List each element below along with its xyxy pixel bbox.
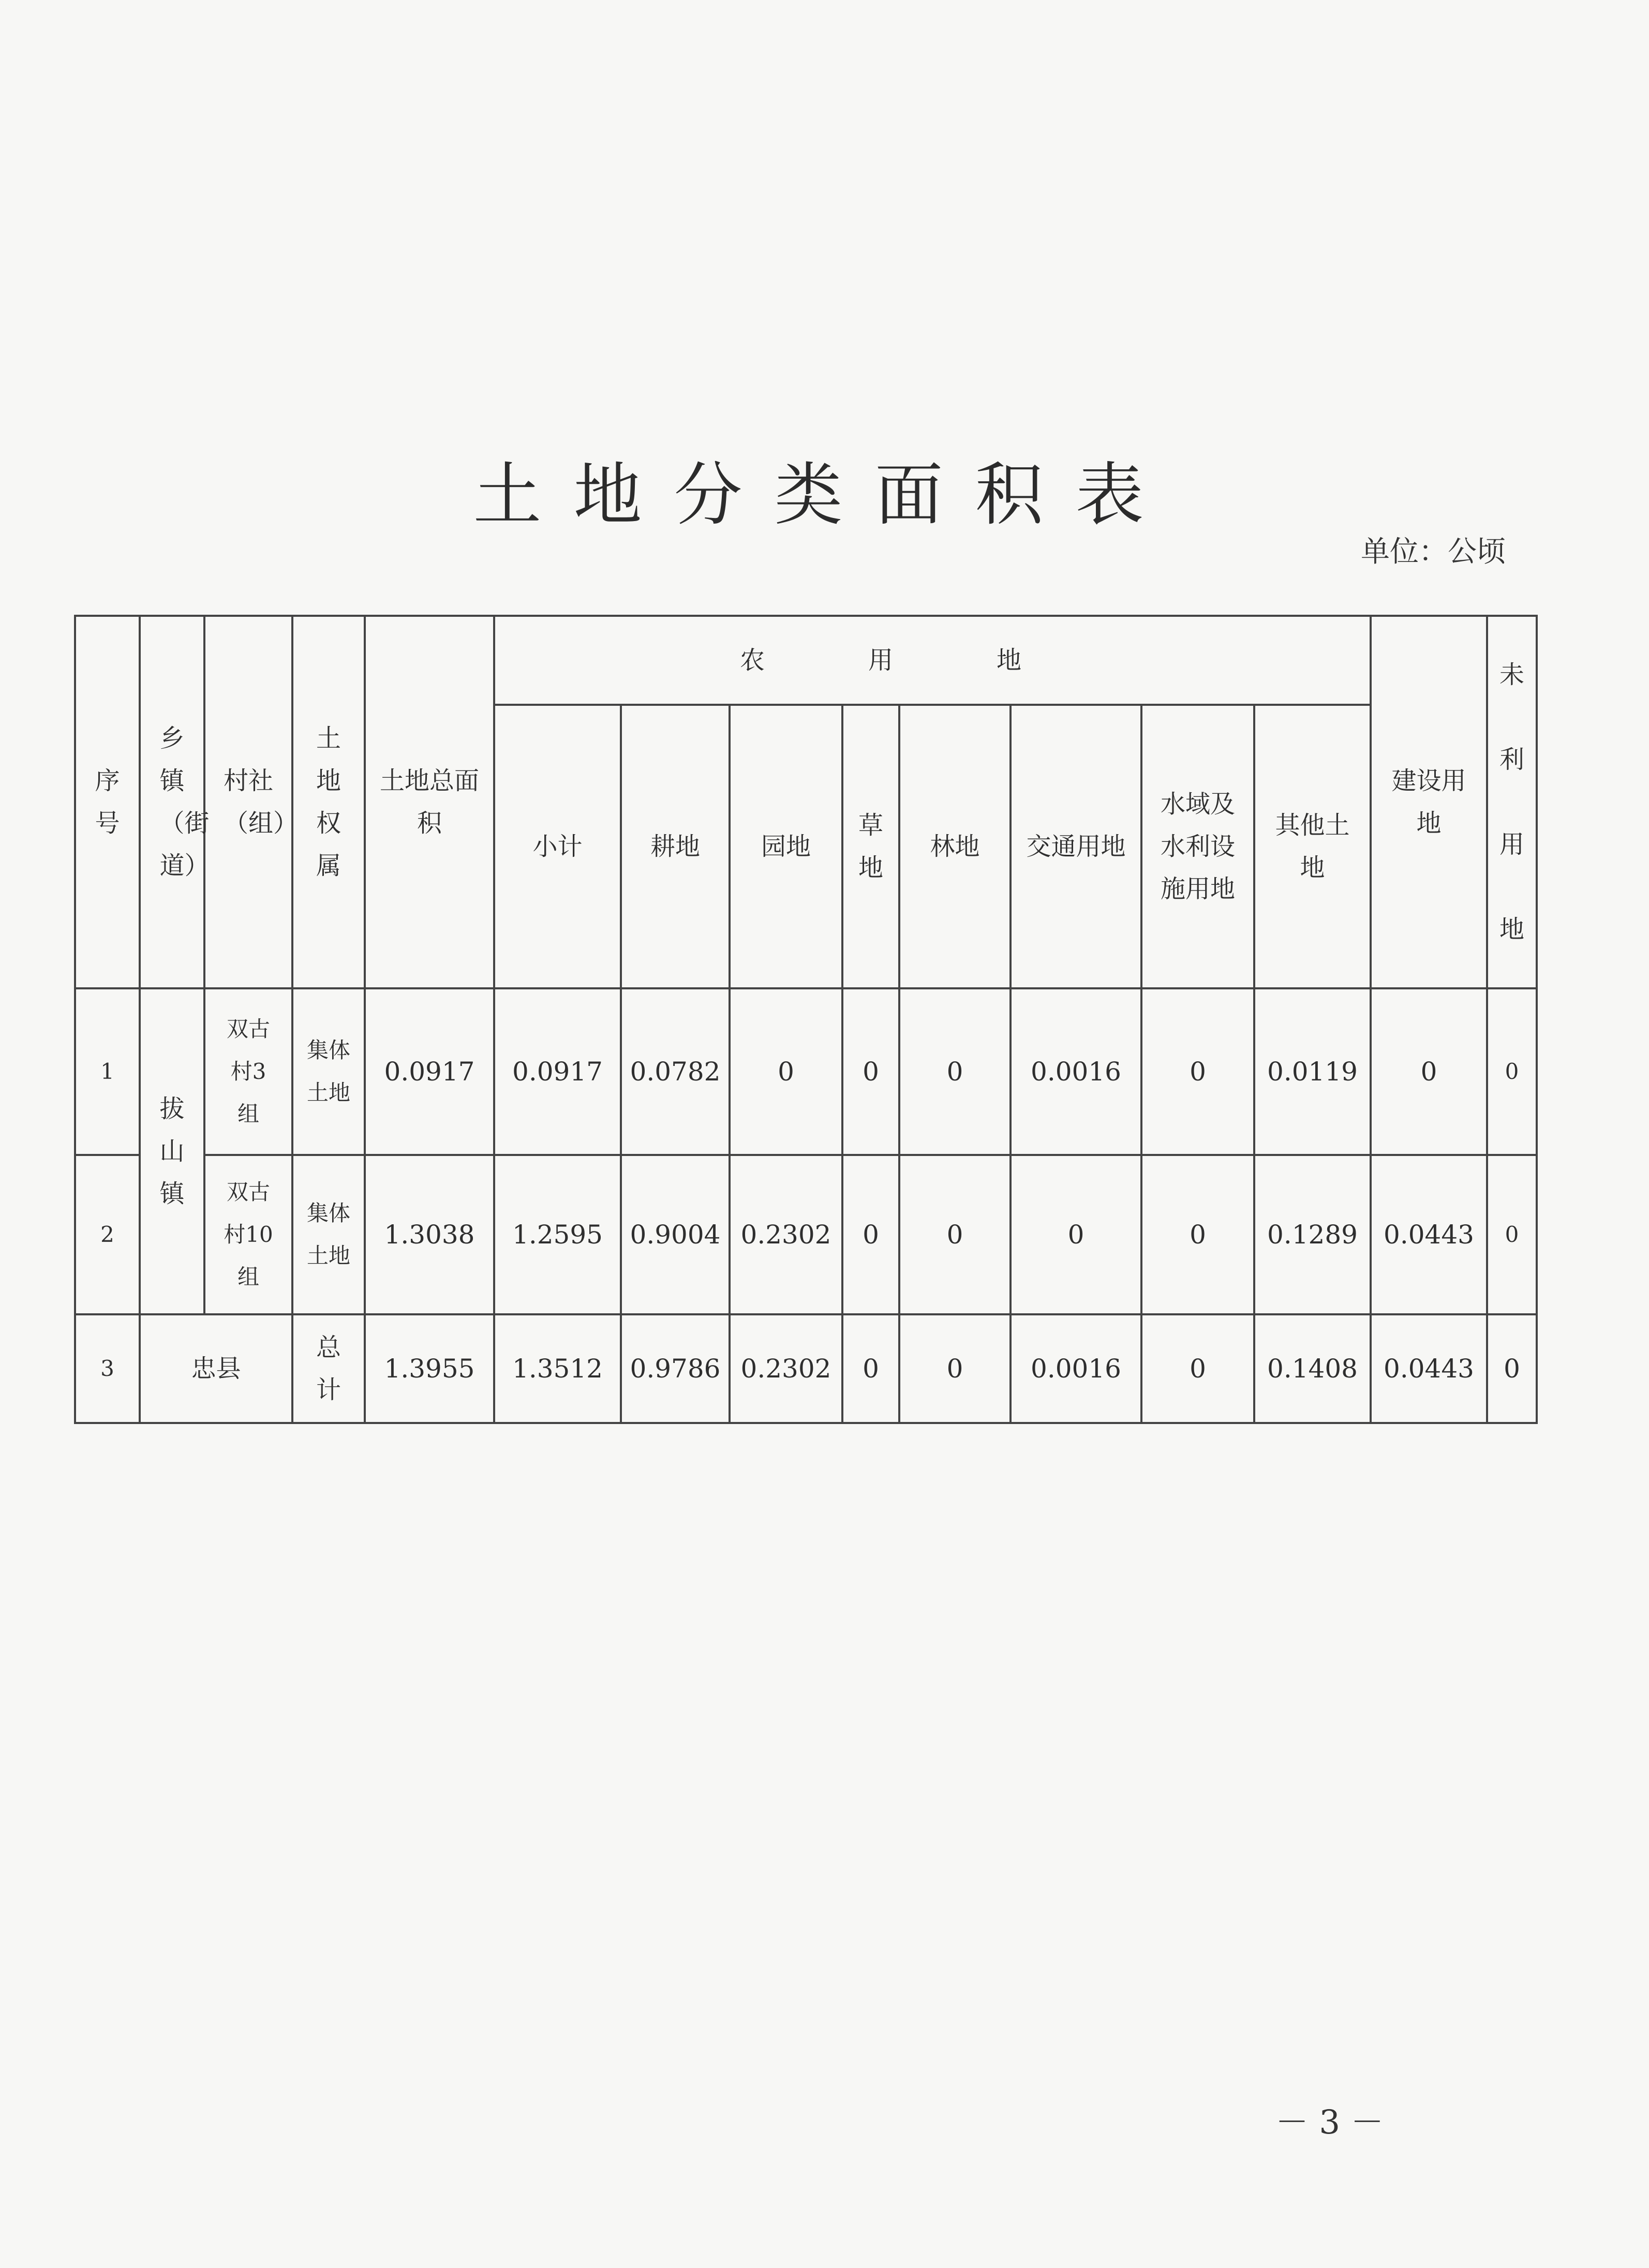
total-grass: 0	[842, 1314, 899, 1423]
total-arable: 0.9786	[621, 1314, 730, 1423]
total-construction: 0.0443	[1371, 1314, 1487, 1423]
header-farm-group: 农用地	[494, 616, 1371, 705]
row-garden: 0	[730, 988, 842, 1155]
unit-label: 单位：公顷	[1361, 535, 1506, 569]
total-transport: 0.0016	[1011, 1314, 1141, 1423]
row-total-area: 0.0917	[365, 988, 494, 1155]
total-subtotal: 1.3512	[494, 1314, 621, 1423]
table-row	[75, 1155, 1537, 1314]
row-transport: 0.0016	[1011, 988, 1141, 1155]
total-garden: 0.2302	[730, 1314, 842, 1423]
total-total-area: 1.3955	[365, 1314, 494, 1423]
total-county: 忠县	[140, 1314, 292, 1423]
row-transport: 0	[1011, 1155, 1141, 1314]
row-garden: 0.2302	[730, 1155, 842, 1314]
total-label: 总计	[292, 1314, 365, 1423]
row-ownership: 集体土地	[292, 1155, 365, 1314]
header-transport: 交通用地	[1011, 705, 1141, 988]
row-village: 双古村3组	[204, 988, 292, 1155]
row-village: 双古村10组	[204, 1155, 292, 1314]
total-water: 0	[1141, 1314, 1254, 1423]
row-ownership: 集体土地	[292, 988, 365, 1155]
land-classification-table	[74, 615, 1538, 1424]
row-water: 0	[1141, 988, 1254, 1155]
header-forest: 林地	[899, 705, 1011, 988]
row-seq: 1	[75, 988, 140, 1155]
total-seq: 3	[75, 1314, 140, 1423]
total-row	[75, 1314, 1537, 1423]
header-construction: 建设用地	[1371, 616, 1487, 988]
row-grass: 0	[842, 988, 899, 1155]
row-construction: 0.0443	[1371, 1155, 1487, 1314]
row-water: 0	[1141, 1155, 1254, 1314]
row-seq: 2	[75, 1155, 140, 1314]
row-total-area: 1.3038	[365, 1155, 494, 1314]
header-other-land: 其他土地	[1254, 705, 1371, 988]
row-unused: 0	[1487, 1155, 1537, 1314]
header-seq: 序号	[75, 616, 140, 988]
header-arable: 耕地	[621, 705, 730, 988]
row-grass: 0	[842, 1155, 899, 1314]
header-water: 水域及水利设施用地	[1141, 705, 1254, 988]
total-forest: 0	[899, 1314, 1011, 1423]
row-unused: 0	[1487, 988, 1537, 1155]
page-title: 土地分类面积表	[473, 455, 1176, 535]
row-arable: 0.0782	[621, 988, 730, 1155]
row-forest: 0	[899, 988, 1011, 1155]
total-unused: 0	[1487, 1314, 1537, 1423]
total-other-land: 0.1408	[1254, 1314, 1371, 1423]
row-forest: 0	[899, 1155, 1011, 1314]
header-unused: 未利用地	[1487, 616, 1537, 988]
row-other-land: 0.1289	[1254, 1155, 1371, 1314]
header-row-1	[75, 616, 1537, 705]
header-garden: 园地	[730, 705, 842, 988]
land-classification-table-wrap	[74, 615, 1536, 1424]
header-town: 乡镇（街道）	[140, 616, 204, 988]
header-total-area: 土地总面积	[365, 616, 494, 988]
row-subtotal: 1.2595	[494, 1155, 621, 1314]
row-other-land: 0.0119	[1254, 988, 1371, 1155]
row-subtotal: 0.0917	[494, 988, 621, 1155]
header-subtotal: 小计	[494, 705, 621, 988]
header-ownership: 土地权属	[292, 616, 365, 988]
row-arable: 0.9004	[621, 1155, 730, 1314]
table-row	[75, 988, 1537, 1155]
header-village: 村社（组）	[204, 616, 292, 988]
row-construction: 0	[1371, 988, 1487, 1155]
page-number: － 3 －	[1275, 2103, 1384, 2142]
town-cell: 拔山镇	[140, 988, 204, 1314]
header-grass: 草地	[842, 705, 899, 988]
